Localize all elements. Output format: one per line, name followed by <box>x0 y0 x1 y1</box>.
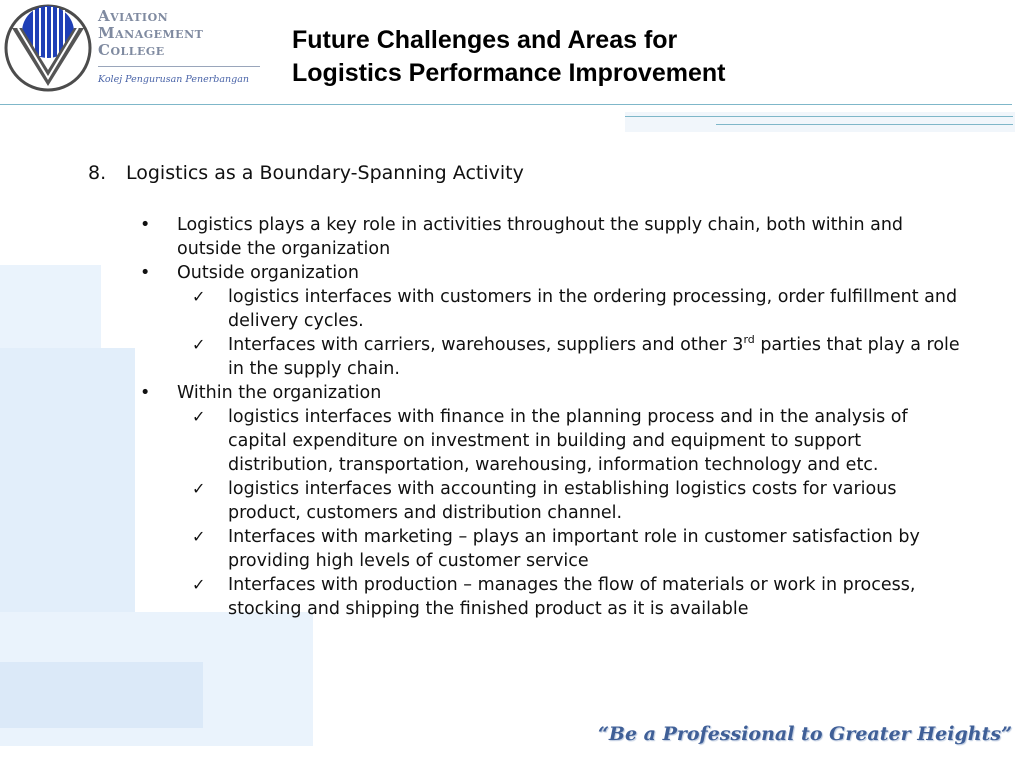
brand-name <box>98 8 203 59</box>
list-item <box>177 573 970 621</box>
brand-line-2: Management <box>98 24 204 42</box>
header-rule-2 <box>625 116 1013 117</box>
list-item <box>140 213 970 261</box>
sub-bullet-text: logistics interfaces with accounting in establishing logistics costs for various product, customers and distribution channel. <box>228 479 897 523</box>
sub-list-within <box>177 405 970 621</box>
bullet-icon: • <box>140 215 151 235</box>
bg-header-band <box>625 112 1015 132</box>
bg-block-4 <box>0 662 203 728</box>
sub-bullet-text: logistics interfaces with customers in the ordering processing, order fulfillment and delivery cycles. <box>228 287 958 331</box>
bullet-list <box>140 213 970 621</box>
header-rule-1 <box>0 104 1012 105</box>
bullet-text: Within the organization <box>177 383 382 403</box>
checkmark-icon: ✓ <box>192 335 206 354</box>
sub-bullet-text-pre: Interfaces with carriers, warehouses, suppliers and other 3 <box>228 335 744 355</box>
checkmark-icon: ✓ <box>192 575 206 594</box>
sub-bullet-text-post: parties that play a role in the supply chain. <box>228 335 960 379</box>
list-item <box>177 405 970 477</box>
bullet-text: Outside organization <box>177 263 359 283</box>
checkmark-icon: ✓ <box>192 479 206 498</box>
brand-line-3: College <box>98 41 165 59</box>
bullet-text: Logistics plays a key role in activities throughout the supply chain, both within and outside the organization <box>177 215 904 259</box>
list-item <box>177 525 970 573</box>
section-number: 8. <box>88 162 107 184</box>
section-heading-text: Logistics as a Boundary-Spanning Activity <box>126 162 524 184</box>
footer-motto: “Be a Professional to Greater Heights” <box>597 723 1012 745</box>
ordinal-suffix: rd <box>743 333 755 347</box>
checkmark-icon: ✓ <box>192 407 206 426</box>
list-item <box>177 477 970 525</box>
brand-subtitle: Kolej Pengurusan Penerbangan <box>98 74 250 85</box>
bullet-icon: • <box>140 383 151 403</box>
slide-title <box>292 24 725 90</box>
list-item <box>177 285 970 333</box>
list-item <box>140 261 970 381</box>
sub-bullet-text: Interfaces with production – manages the flow of materials or work in process, stocking and shipping the finished product as it is available <box>228 575 916 619</box>
section-heading <box>88 160 524 186</box>
header-rule-3 <box>716 124 1013 125</box>
sub-bullet-text: Interfaces with marketing – plays an important role in customer satisfaction by providing high levels of customer service <box>228 527 920 571</box>
sub-list-outside <box>177 285 970 381</box>
slide-title-line-1: Future Challenges and Areas for <box>292 26 678 54</box>
sub-bullet-text: logistics interfaces with finance in the planning process and in the analysis of capital expenditure on investment in building and equipment to support distribution, transportation, warehousing, information technology and etc. <box>228 407 908 475</box>
checkmark-icon: ✓ <box>192 527 206 546</box>
list-item <box>177 333 970 381</box>
list-item <box>140 381 970 621</box>
bullet-icon: • <box>140 263 151 283</box>
slide-title-line-2: Logistics Performance Improvement <box>292 59 726 87</box>
brand-divider <box>98 66 260 67</box>
college-logo <box>4 2 96 98</box>
checkmark-icon: ✓ <box>192 287 206 306</box>
brand-line-1: Aviation <box>98 7 169 25</box>
bg-block-2 <box>0 348 135 638</box>
